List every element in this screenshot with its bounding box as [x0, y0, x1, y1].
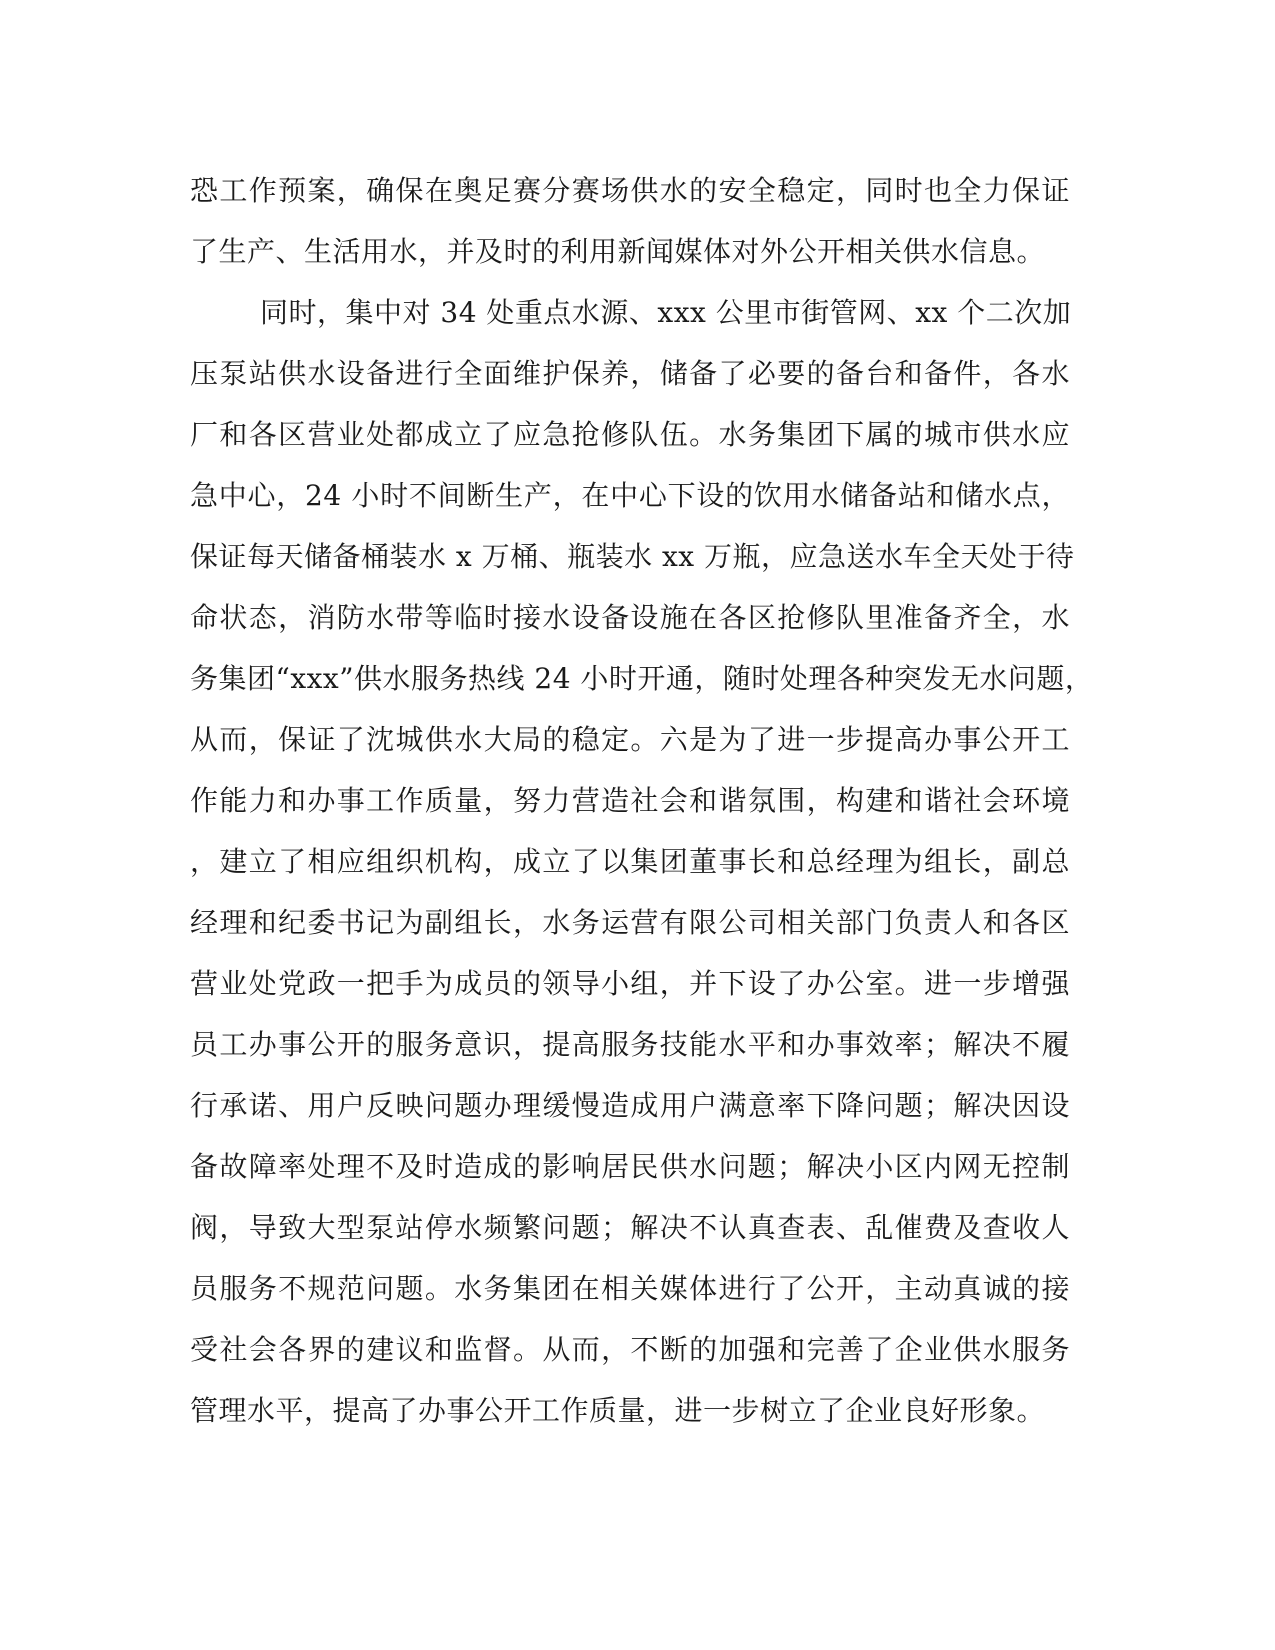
text-line: ，建立了相应组织机构，成立了以集团董事长和总经理为组长，副总 [190, 845, 1070, 878]
text-line: 员服务不规范问题。水务集团在相关媒体进行了公开，主动真诚的接 [190, 1272, 1070, 1305]
text-line: 命状态，消防水带等临时接水设备设施在各区抢修队里准备齐全，水 [190, 601, 1070, 634]
text-line: 营业处党政一把手为成员的领导小组，并下设了办公室。进一步增强 [190, 967, 1070, 1000]
text-line: 员工办事公开的服务意识，提高服务技能水平和办事效率；解决不履 [190, 1028, 1070, 1061]
text-line: 行承诺、用户反映问题办理缓慢造成用户满意率下降问题；解决因设 [190, 1089, 1070, 1122]
body-text [190, 160, 1094, 1441]
text-line: 备故障率处理不及时造成的影响居民供水问题；解决小区内网无控制 [190, 1150, 1070, 1183]
text-line: 了生产、生活用水，并及时的利用新闻媒体对外公开相关供水信息。 [190, 235, 1046, 268]
text-line: 厂和各区营业处都成立了应急抢修队伍。水务集团下属的城市供水应 [190, 418, 1070, 451]
text-line: 从而，保证了沈城供水大局的稳定。六是为了进一步提高办事公开工 [190, 723, 1070, 756]
text-line: 保证每天储备桶装水 x 万桶、瓶装水 xx 万瓶，应急送水车全天处于待 [190, 540, 1075, 573]
text-line: 受社会各界的建议和监督。从而，不断的加强和完善了企业供水服务 [190, 1333, 1070, 1366]
text-line: 务集团“xxx”供水服务热线 24 小时开通，随时处理各种突发无水问题， [190, 662, 1094, 695]
text-line: 恐工作预案，确保在奥足赛分赛场供水的安全稳定，同时也全力保证 [190, 174, 1070, 207]
text-line: 同时，集中对 34 处重点水源、xxx 公里市街管网、xx 个二次加 [260, 296, 1072, 329]
text-line: 管理水平，提高了办事公开工作质量，进一步树立了企业良好形象。 [190, 1394, 1046, 1427]
text-line: 急中心，24 小时不间断生产，在中心下设的饮用水储备站和储水点， [190, 479, 1070, 512]
text-line: 阀，导致大型泵站停水频繁问题；解决不认真查表、乱催费及查收人 [190, 1211, 1070, 1244]
text-line: 压泵站供水设备进行全面维护保养，储备了必要的备台和备件，各水 [190, 357, 1070, 390]
text-line: 作能力和办事工作质量，努力营造社会和谐氛围，构建和谐社会环境 [190, 784, 1070, 817]
text-line: 经理和纪委书记为副组长，水务运营有限公司相关部门负责人和各区 [190, 906, 1070, 939]
